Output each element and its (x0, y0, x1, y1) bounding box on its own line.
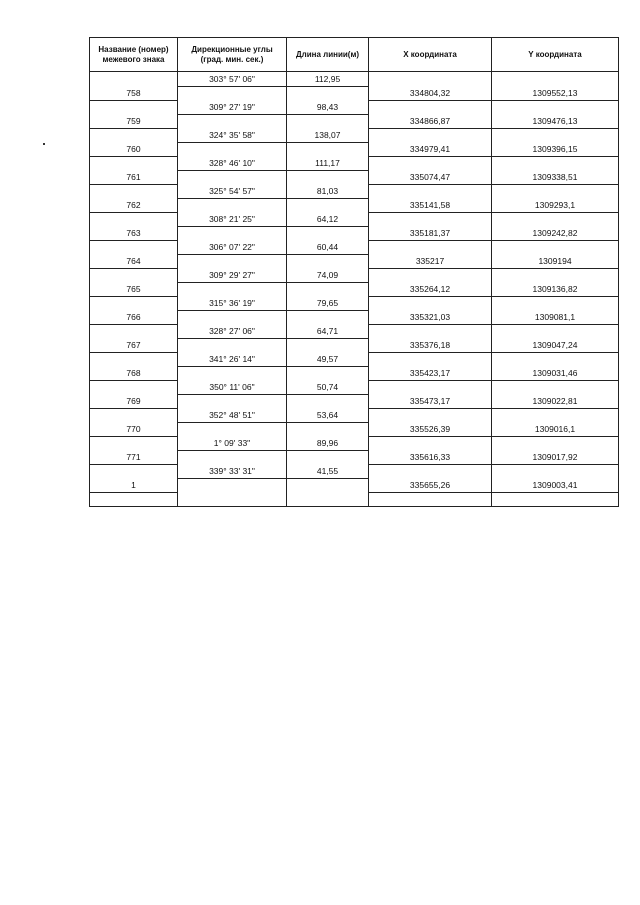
length-cell: 79,65 (287, 296, 369, 310)
length-cell: 49,57 (287, 352, 369, 366)
angle-cell: 309° 27' 19" (178, 100, 287, 114)
x-coordinate-cell: 335616,33 (369, 450, 492, 464)
header-length: Длина линии(м) (287, 38, 369, 72)
header-y: Y координата (492, 38, 619, 72)
table-body (90, 72, 619, 507)
angle-cell: 339° 33' 31" (178, 464, 287, 478)
header-mark-name: Название (номер) межевого знака (90, 38, 178, 72)
angle-cell: 303° 57' 06" (178, 72, 287, 87)
point-row (90, 170, 619, 184)
angle-cell: 1° 09' 33" (178, 436, 287, 450)
angle-cell: 328° 27' 06" (178, 324, 287, 338)
y-coordinate-cell: 1309396,15 (492, 142, 619, 156)
y-coordinate-cell: 1309242,82 (492, 226, 619, 240)
point-row (90, 254, 619, 268)
point-row (90, 394, 619, 408)
header-x: X координата (369, 38, 492, 72)
y-coordinate-cell: 1309081,1 (492, 310, 619, 324)
segment-row (90, 100, 619, 114)
point-row (90, 478, 619, 492)
y-coordinate-cell: 1309017,92 (492, 450, 619, 464)
mark-cell: 768 (90, 366, 178, 380)
point-row (90, 114, 619, 128)
x-coordinate-cell: 335074,47 (369, 170, 492, 184)
point-row (90, 226, 619, 240)
mark-cell: 767 (90, 338, 178, 352)
length-cell: 64,71 (287, 324, 369, 338)
y-coordinate-cell: 1309476,13 (492, 114, 619, 128)
table-header-row (90, 38, 619, 72)
mark-cell: 770 (90, 422, 178, 436)
length-cell: 74,09 (287, 268, 369, 282)
segment-row (90, 492, 619, 507)
x-coordinate-cell: 335217 (369, 254, 492, 268)
x-coordinate-cell: 334866,87 (369, 114, 492, 128)
y-coordinate-cell: 1309552,13 (492, 86, 619, 100)
angle-cell (178, 492, 287, 507)
segment-row (90, 156, 619, 170)
x-coordinate-cell: 335264,12 (369, 282, 492, 296)
y-coordinate-cell: 1309016,1 (492, 422, 619, 436)
mark-cell: 1 (90, 478, 178, 492)
mark-cell: 763 (90, 226, 178, 240)
y-coordinate-cell: 1309136,82 (492, 282, 619, 296)
segment-row (90, 72, 619, 87)
length-cell: 64,12 (287, 212, 369, 226)
length-cell (287, 492, 369, 507)
y-coordinate-cell: 1309003,41 (492, 478, 619, 492)
point-row (90, 86, 619, 100)
header-angle: Дирекционные углы (град. мин. сек.) (178, 38, 287, 72)
length-cell: 138,07 (287, 128, 369, 142)
mark-cell: 766 (90, 310, 178, 324)
point-row (90, 142, 619, 156)
length-cell: 111,17 (287, 156, 369, 170)
y-coordinate-cell: 1309338,51 (492, 170, 619, 184)
point-row (90, 310, 619, 324)
length-cell: 60,44 (287, 240, 369, 254)
mark-cell: 760 (90, 142, 178, 156)
y-coordinate-cell: 1309022,81 (492, 394, 619, 408)
angle-cell: 325° 54' 57" (178, 184, 287, 198)
segment-row (90, 212, 619, 226)
angle-cell: 324° 35' 58" (178, 128, 287, 142)
mark-cell: 762 (90, 198, 178, 212)
segment-row (90, 240, 619, 254)
angle-cell: 350° 11' 06" (178, 380, 287, 394)
length-cell: 53,64 (287, 408, 369, 422)
segment-row (90, 296, 619, 310)
y-coordinate-cell: 1309293,1 (492, 198, 619, 212)
segment-row (90, 268, 619, 282)
y-coordinate-cell: 1309031,46 (492, 366, 619, 380)
mark-cell: 769 (90, 394, 178, 408)
mark-cell: 764 (90, 254, 178, 268)
point-row (90, 198, 619, 212)
angle-cell: 328° 46' 10" (178, 156, 287, 170)
x-coordinate-cell: 335376,18 (369, 338, 492, 352)
x-coordinate-cell: 335473,17 (369, 394, 492, 408)
length-cell: 89,96 (287, 436, 369, 450)
angle-cell: 309° 29' 27" (178, 268, 287, 282)
length-cell: 50,74 (287, 380, 369, 394)
mark-cell: 765 (90, 282, 178, 296)
segment-row (90, 464, 619, 478)
point-row (90, 366, 619, 380)
length-cell: 112,95 (287, 72, 369, 87)
segment-row (90, 128, 619, 142)
y-coordinate-cell: 1309194 (492, 254, 619, 268)
segment-row (90, 380, 619, 394)
segment-row (90, 408, 619, 422)
x-coordinate-cell: 335655,26 (369, 478, 492, 492)
x-coordinate-cell: 335321,03 (369, 310, 492, 324)
boundary-coordinates-table (89, 37, 619, 507)
length-cell: 41,55 (287, 464, 369, 478)
angle-cell: 315° 36' 19" (178, 296, 287, 310)
length-cell: 81,03 (287, 184, 369, 198)
x-coordinate-cell: 335423,17 (369, 366, 492, 380)
angle-cell: 352° 48' 51" (178, 408, 287, 422)
mark-cell: 759 (90, 114, 178, 128)
segment-row (90, 184, 619, 198)
y-coordinate-cell: 1309047,24 (492, 338, 619, 352)
point-row (90, 422, 619, 436)
mark-cell: 761 (90, 170, 178, 184)
segment-row (90, 436, 619, 450)
x-coordinate-cell: 335181,37 (369, 226, 492, 240)
angle-cell: 306° 07' 22" (178, 240, 287, 254)
x-coordinate-cell: 335526,39 (369, 422, 492, 436)
x-coordinate-cell: 334979,41 (369, 142, 492, 156)
point-row (90, 450, 619, 464)
angle-cell: 341° 26' 14" (178, 352, 287, 366)
stray-dot (43, 143, 45, 145)
mark-cell: 758 (90, 86, 178, 100)
x-coordinate-cell: 335141,58 (369, 198, 492, 212)
mark-cell: 771 (90, 450, 178, 464)
point-row (90, 338, 619, 352)
length-cell: 98,43 (287, 100, 369, 114)
segment-row (90, 324, 619, 338)
angle-cell: 308° 21' 25" (178, 212, 287, 226)
segment-row (90, 352, 619, 366)
point-row (90, 282, 619, 296)
x-coordinate-cell: 334804,32 (369, 86, 492, 100)
